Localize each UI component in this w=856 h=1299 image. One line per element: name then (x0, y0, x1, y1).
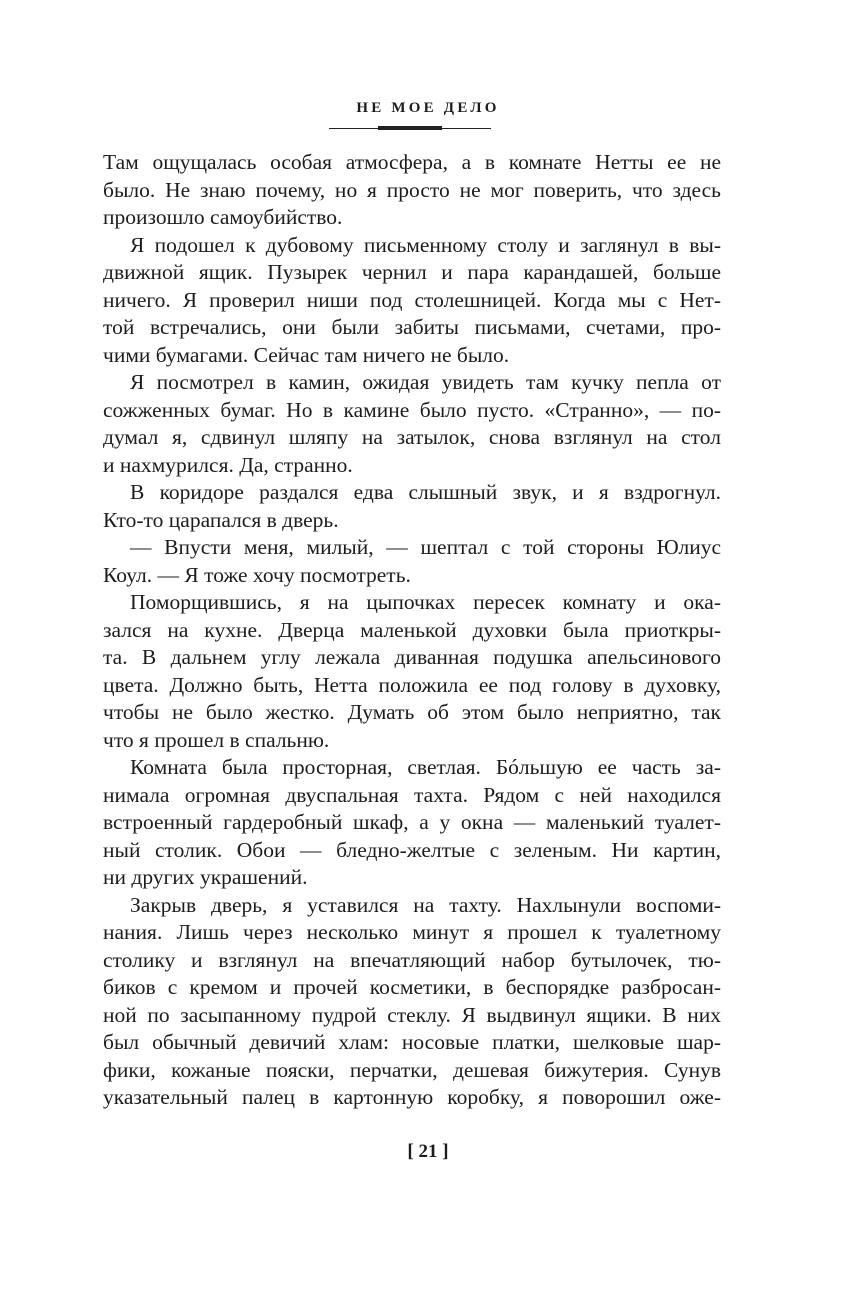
running-head (0, 98, 856, 118)
text-line: чими бумагами. Сейчас там ничего не было. (103, 342, 510, 367)
page-number: [ 21 ] (407, 1141, 449, 1162)
text-line: произошло самоубийство. (103, 205, 343, 229)
body-text (103, 149, 721, 1112)
text-line: нания. Лишь через несколько минут я прошел к туалетному (103, 920, 721, 944)
text-line: той встречались, они были забиты письмами, счетами, про- (103, 315, 721, 339)
text-line: движной ящик. Пузырек чернил и пара карандашей, больше (103, 260, 721, 284)
text-line: встроенный гардеробный шкаф, а у окна — маленький туалет- (103, 810, 721, 834)
text-line: указательный палец в картонную коробку, я поворошил оже- (103, 1085, 721, 1109)
text-line: был обычный девичий хлам: носовые платки, шелковые шар- (103, 1030, 721, 1054)
text-line: столику и взглянул на впечатляющий набор бутылочек, тю- (103, 947, 721, 972)
running-head-rule-accent (378, 126, 442, 130)
text-line: фики, кожаные пояски, перчатки, дешевая бижутерия. Сунув (103, 1057, 721, 1082)
text-line: думал я, сдвинул шляпу на затылок, снова взглянул на стол (103, 425, 721, 449)
text-line: — Впусти меня, милый, — шептал с той стороны Юлиус (130, 535, 721, 559)
running-head-title: НЕ МОЕ ДЕЛО (356, 100, 500, 116)
text-line: Комната была просторная, светлая. Бóльшую ее часть за- (130, 755, 721, 779)
text-line: ный столик. Обои — бледно-желтые с зеленым. Ни картин, (103, 837, 721, 862)
text-line: и нахмурился. Да, странно. (103, 452, 353, 477)
text-line: Я посмотрел в камин, ожидая увидеть там кучку пепла от (130, 370, 721, 394)
text-line: зался на кухне. Дверца маленькой духовки была приоткры- (103, 617, 721, 642)
text-line: что я прошел в спальню. (103, 727, 330, 752)
text-line: Там ощущалась особая атмосфера, а в комнате Нетты ее не (103, 150, 721, 174)
text-line: цвета. Должно быть, Нетта положила ее под голову в духовку, (103, 672, 721, 697)
text-line: Поморщившись, я на цыпочках пересек комнату и ока- (130, 590, 721, 614)
text-line: Я подошел к дубовому письменному столу и заглянул в вы- (130, 232, 721, 257)
text-line: ничего. Я проверил ниши под столешницей. Когда мы с Нет- (103, 287, 721, 312)
text-line: Закрыв дверь, я уставился на тахту. Нахлынули воспоми- (130, 892, 721, 917)
text-line: нимала огромная двуспальная тахта. Рядом с ней находился (103, 782, 721, 807)
text-line: биков с кремом и прочей косметики, в беспорядке разбросан- (103, 975, 721, 999)
text-line: ной по засыпанному пудрой стеклу. Я выдвинул ящики. В них (103, 1002, 721, 1027)
text-line: ни других украшений. (103, 865, 308, 889)
text-line: Коул. — Я тоже хочу посмотреть. (103, 562, 411, 587)
text-line: сожженных бумаг. Но в камине было пусто. «Странно», — по- (103, 397, 721, 422)
text-line: В коридоре раздался едва слышный звук, и я вздрогнул. (130, 480, 721, 504)
text-line: Кто-то царапался в дверь. (103, 507, 339, 532)
text-line: чтобы не было жестко. Думать об этом было неприятно, так (103, 700, 721, 724)
text-line: та. В дальнем углу лежала диванная подушка апельсинового (103, 645, 721, 669)
text-line: было. Не знаю почему, но я просто не мог поверить, что здесь (103, 177, 721, 202)
